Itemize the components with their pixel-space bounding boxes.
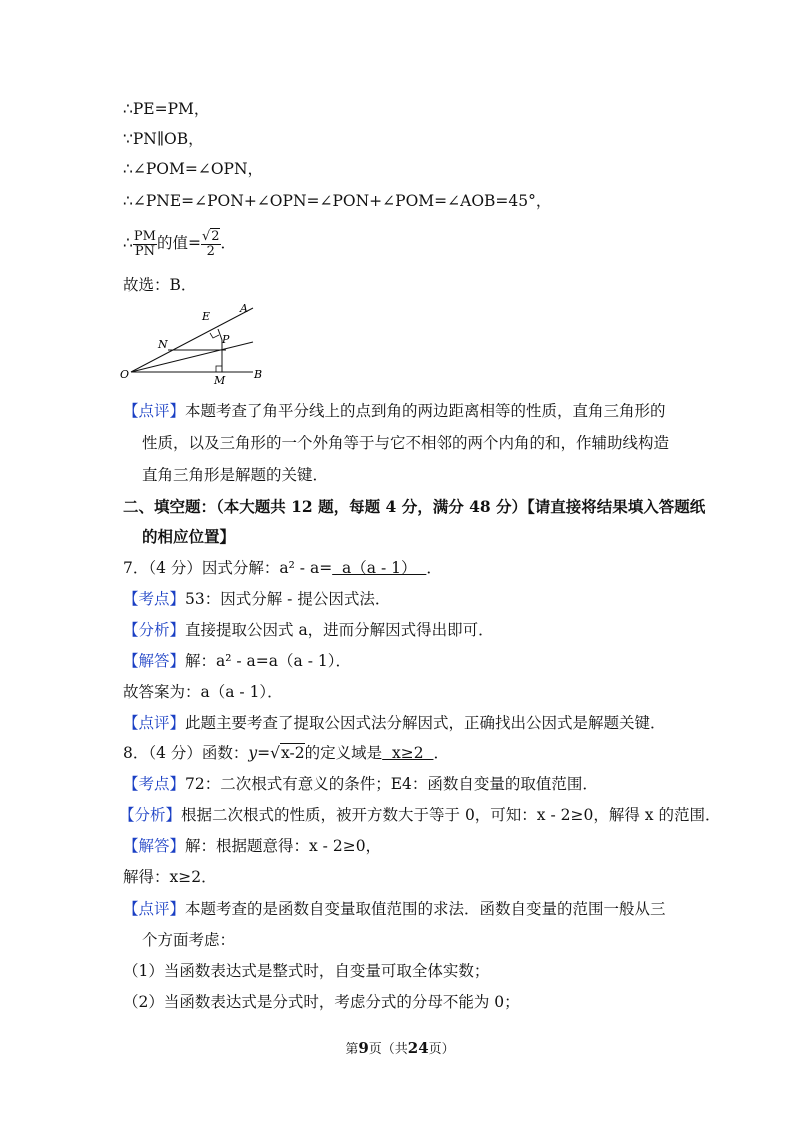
q8-func-y: y= [248, 744, 271, 762]
label-p: P [222, 333, 230, 346]
proof-line-5 [123, 228, 236, 259]
proof-line-1: ∴PE=PM， [123, 100, 210, 118]
q8-jieda [123, 835, 381, 857]
fenxi-tag: 【分析】 [123, 621, 186, 639]
right-angle-e [210, 333, 219, 338]
ray-oa [131, 308, 253, 372]
review-1-line-3: 直角三角形是解题的关键． [142, 466, 329, 484]
q8-pingdian [123, 898, 666, 920]
footer-mid: 页（共 [368, 1042, 408, 1057]
q8-case-2: （2）当函数表达式是分式时，考虑分式的分母不能为 0； [123, 993, 520, 1011]
choice-line: 故选：B． [123, 276, 197, 294]
label-e: E [202, 310, 211, 323]
q8-stem-text: 8．（4 分）函数： [123, 744, 249, 762]
label-b: B [254, 368, 263, 381]
q7-answer: a（a - 1） [332, 559, 427, 577]
ratio-fraction [133, 230, 157, 259]
label-n: N [158, 338, 168, 351]
review-1-line-2: 性质，以及三角形的一个外角等于与它不相邻的两个内角的和，作辅助线构造 [142, 434, 670, 452]
therefore-symbol: ∴ [123, 234, 133, 252]
pingdian-tag: 【点评】 [123, 714, 186, 732]
ratio-text: 的值= [156, 234, 201, 252]
q8-end: ． [433, 744, 449, 762]
ratio-denominator: PN [134, 243, 155, 259]
page-footer [0, 1038, 800, 1057]
q7-kaodian [123, 588, 390, 610]
q7-end: ． [426, 559, 442, 577]
section-2-heading: 二、填空题：（本大题共 12 题，每题 4 分，满分 48 分）【请直接将结果填入答题纸 [123, 497, 706, 516]
value-denominator: 2 [206, 243, 215, 259]
fenxi-text: 根据二次根式的性质，被开方数大于等于 0，可知：x - 2≥0，解得 x 的范围． [181, 806, 721, 824]
period: ． [220, 234, 237, 252]
review-tag: 【点评】 [123, 402, 186, 420]
sqrt-symbol: √ [270, 744, 281, 762]
geometry-figure [118, 298, 268, 390]
footer-pre: 第 [345, 1042, 359, 1057]
q7-jieda [123, 650, 351, 672]
footer-total-pages: 24 [407, 1039, 429, 1057]
q8-kaodian [123, 773, 598, 795]
kaodian-tag: 【考点】 [123, 775, 186, 793]
q8-func-radicand: x-2 [281, 744, 305, 762]
pingdian-tag: 【点评】 [123, 900, 186, 918]
q8-solve: 解得：x≥2． [123, 868, 217, 886]
pingdian-text: 此题主要考查了提取公因式法分解因式，正确找出公因式是解题关键． [185, 714, 666, 732]
q7-pingdian [123, 712, 666, 734]
kaodian-tag: 【考点】 [123, 590, 186, 608]
q7-fenxi [123, 619, 494, 641]
label-a: A [240, 302, 248, 315]
pingdian-text: 本题考查的是函数自变量取值范围的求法．函数自变量的范围一般从三 [185, 900, 666, 918]
value-numerator-radicand: 2 [211, 228, 220, 244]
q8-answer: x≥2 [382, 744, 434, 762]
jieda-text: 解：根据题意得：x - 2≥0， [185, 837, 382, 855]
jieda-tag: 【解答】 [123, 652, 186, 670]
bisector-op [131, 342, 253, 372]
proof-line-4: ∴∠PNE=∠PON+∠OPN=∠PON+∠POM=∠AOB=45°， [123, 192, 552, 210]
q8-pingdian-cont: 个方面考虑： [142, 931, 236, 949]
q7-stem [123, 557, 442, 579]
label-o: O [120, 368, 130, 381]
review-text: 本题考查了角平分线上的点到角的两边距离相等的性质，直角三角形的 [185, 402, 666, 420]
value-numerator: √2 [201, 228, 220, 244]
jieda-tag: 【解答】 [123, 837, 186, 855]
value-fraction [201, 230, 221, 259]
section-2-heading-cont: 的相应位置】 [142, 527, 236, 546]
proof-line-2: ∵PN∥OB， [123, 130, 204, 148]
fenxi-text: 直接提取公因式 a，进而分解因式得出即可． [185, 621, 494, 639]
q8-case-1: （1）当函数表达式是整式时，自变量可取全体实数； [123, 962, 490, 980]
ratio-numerator: PM [133, 228, 156, 244]
q7-answer-line: 故答案为：a（a - 1）． [123, 683, 283, 701]
kaodian-text: 72：二次根式有意义的条件；E4：函数自变量的取值范围． [185, 775, 598, 793]
footer-post: 页） [428, 1042, 455, 1057]
fenxi-tag: 【分析】 [119, 806, 182, 824]
proof-line-3: ∴∠POM=∠OPN， [123, 160, 264, 178]
q8-stem [123, 742, 449, 764]
q8-fenxi [119, 804, 720, 826]
right-angle-m [216, 366, 222, 372]
jieda-text: 解：a² - a=a（a - 1）． [185, 652, 351, 670]
review-1-line-1 [123, 400, 666, 422]
label-m: M [214, 374, 226, 387]
kaodian-text: 53：因式分解 - 提公因式法． [185, 590, 391, 608]
q8-stem-mid: 的定义域是 [304, 744, 383, 762]
q7-stem-text: 7．（4 分）因式分解：a² - a= [123, 559, 333, 577]
footer-page-number: 9 [358, 1039, 369, 1057]
